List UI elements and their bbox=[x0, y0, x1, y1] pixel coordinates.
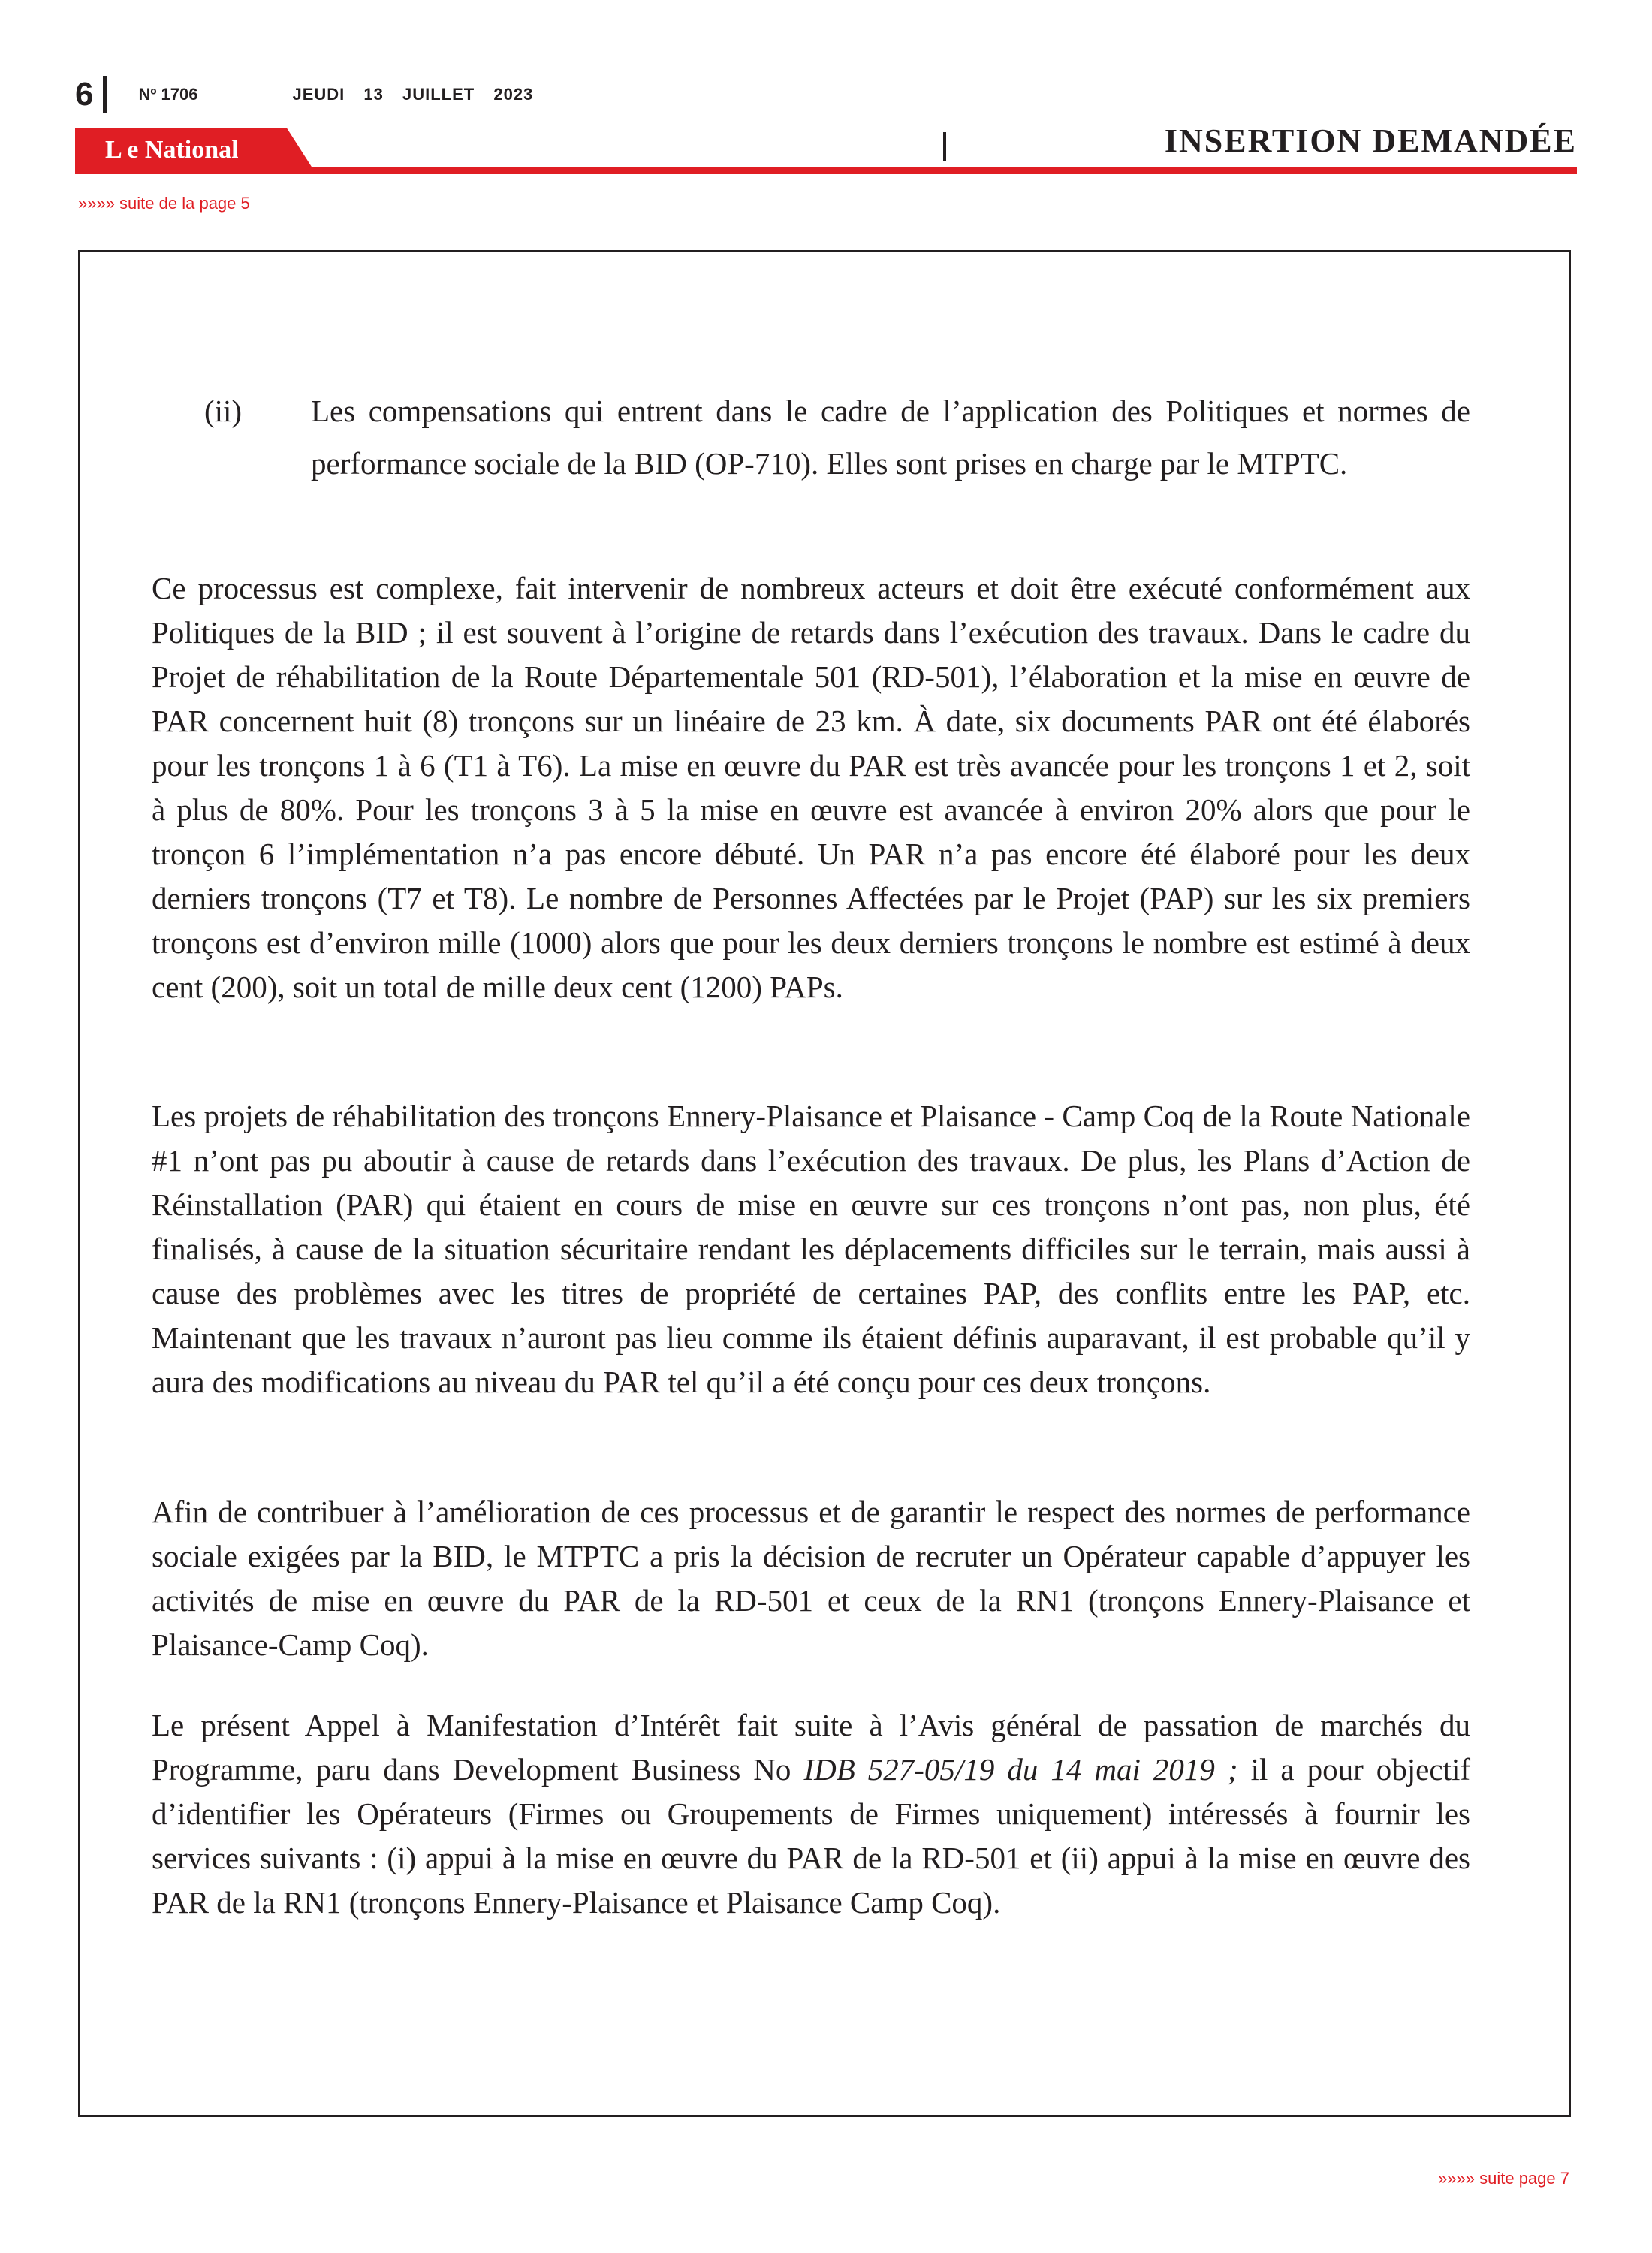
page-number-divider bbox=[103, 76, 107, 113]
date-weekday: JEUDI bbox=[292, 85, 345, 104]
section-title: INSERTION DEMANDÉE bbox=[1164, 122, 1577, 159]
brand-name: L e National bbox=[105, 136, 239, 164]
paragraph-operator-recruitment: Afin de contribuer à l’amélioration de ces processus et de garantir le respect des normes de performance sociale exigées par la BID, le MTPTC a pris la décision de recruter un Opérateur capable d’appuyer les activités de mise en œuvre du PAR de la RD-501 et ceux de la RN1 (tronçons Ennery-Plaisance et Plaisance-Camp Coq). bbox=[152, 1494, 1470, 1662]
date-month: JUILLET bbox=[402, 85, 475, 104]
procurement-reference: IDB 527-05/19 du 14 mai 2019 ; bbox=[803, 1752, 1238, 1787]
date-year: 2023 bbox=[493, 85, 534, 104]
column-marker bbox=[943, 132, 946, 161]
list-item bbox=[204, 385, 1470, 490]
date-day: 13 bbox=[363, 85, 384, 104]
paragraph-process: Ce processus est complexe, fait intervenir de nombreux acteurs et doit être exécuté conformément aux Politiques de la BID ; il est souvent à l’origine de retards dans l’exécution des travaux. Dans le cadre du Projet de réhabilitation de la Route Départementale 501 (RD-501), l’élaboration et la mise en œuvre de PAR concernent huit (8) tronçons sur un linéaire de 23 km. À date, six documents PAR ont été élaborés pour les tronçons 1 à 6 (T1 à T6). La mise en œuvre du PAR est très avancée pour les tronçons 1 et 2, soit à plus de 80%. Pour les tronçons 3 à 5 la mise en œuvre est avancée à environ 20% alors que pour le tronçon 6 l’implémentation n’a pas encore débuté. Un PAR n’a pas encore été élaboré pour les deux derniers tronçons (T7 et T8). Le nombre de Personnes Affectées par le Projet (PAP) sur les six premiers tronçons est d’environ mille (1000) alors que pour les deux derniers tronçons le nombre est estimé à deux cent (200), soit un total de mille deux cent (1200) PAPs. bbox=[152, 571, 1470, 1004]
paragraph-rn1-projects: Les projets de réhabilitation des tronçons Ennery-Plaisance et Plaisance - Camp Coq de la Route Nationale #1 n’ont pas pu aboutir à cause de retards dans l’exécution des travaux. De plus, les Plans d’Action de Réinstallation (PAR) qui étaient en cours de mise en œuvre sur ces tronçons n’ont pas, non plus, été finalisés, à cause de la situation sécuritaire rendant les déplacements difficiles sur le terrain, mais aussi à cause des problèmes avec les titres de propriété de certaines PAP, des conflits entre les PAP, etc. Maintenant que les travaux n’auront pas lieu comme ils étaient définis auparavant, il est probable qu’il y aura des modifications au niveau du PAR tel qu’il a été conçu pour ces deux tronçons. bbox=[152, 1099, 1470, 1399]
publication-date bbox=[292, 85, 533, 104]
continued-to-link: »»»» suite page 7 bbox=[1438, 2169, 1569, 2188]
issue-number: Nº 1706 bbox=[138, 85, 198, 104]
continued-from-link: »»»» suite de la page 5 bbox=[78, 194, 250, 213]
call-text-start: Le présent Appel à Manifestation d’Intérêt fait suite à l’Avis général de passation de marchés du Programme, paru dans Development Business No bbox=[152, 1708, 1470, 1787]
list-item-number: (ii) bbox=[204, 394, 243, 428]
call-text-end: il a pour objectif d’identifier les Opérateurs (Firmes ou Groupements de Firmes uniquement) intéressés à fournir les services suivants : (i) appui à la mise en œuvre du PAR de la RD-501 et (ii) appui à la mise en œuvre des PAR de la RN1 (tronçons Ennery-Plaisance et Plaisance Camp Coq). bbox=[152, 1752, 1471, 1920]
paragraph-call-for-interest bbox=[152, 1703, 1470, 1925]
list-item-text: Les compensations qui entrent dans le cadre de l’application des Politiques et normes de performance sociale de la BID (OP-710). Elles sont prises en charge par le MTPTC. bbox=[311, 394, 1470, 481]
page-header-meta bbox=[75, 72, 533, 117]
page-number: 6 bbox=[75, 76, 95, 113]
